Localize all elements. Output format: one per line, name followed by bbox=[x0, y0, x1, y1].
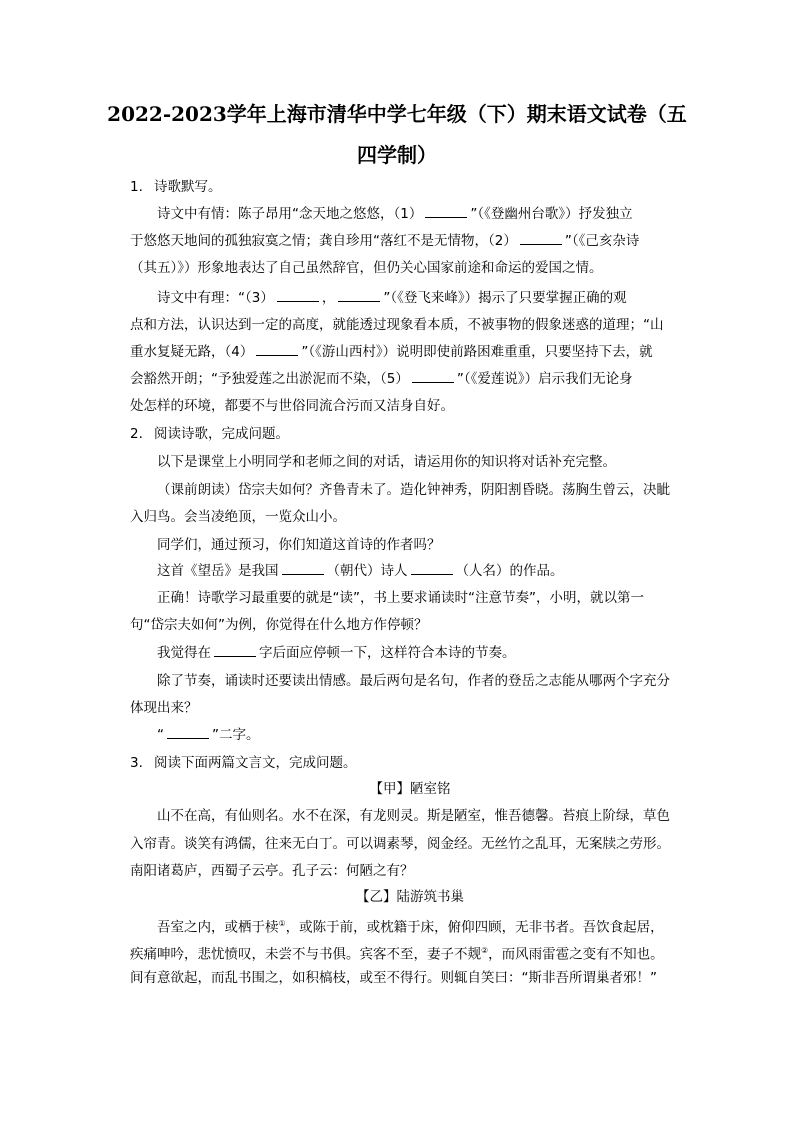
answer-blank-4[interactable] bbox=[256, 340, 298, 356]
q1-text: 于悠悠天地间的孤独寂寞之情；龚自珍用“落红不是无情物，（2） bbox=[130, 233, 517, 249]
answer-blank-5[interactable] bbox=[412, 367, 454, 383]
answer-blank-dynasty[interactable] bbox=[282, 559, 324, 575]
q1-line-5: 点和方法，认识达到一定的高度，就能透过现象看本质，不被事物的假象迷惑的道理；“山 bbox=[130, 317, 664, 333]
footnote-marker-1: ① bbox=[278, 919, 286, 928]
q1-text: ”（《游山西村》）说明即使前路困难重重，只要坚持下去，就 bbox=[301, 344, 653, 360]
q2-answer-1 bbox=[157, 558, 690, 584]
passage-yi-line-1 bbox=[157, 911, 690, 937]
passage-jia-line-1: 山不在高，有仙则名。水不在深，有龙则灵。斯是陋室，惟吾德馨。苔痕上阶绿，草色 bbox=[157, 808, 670, 824]
q2-teacher-ask-2b: 句“岱宗夫如何”为例，你觉得在什么地方作停顿？ bbox=[130, 617, 428, 633]
answer-blank-poet[interactable] bbox=[411, 559, 453, 575]
q2-intro: 以下是课堂上小明同学和老师之间的对话，请运用你的知识将对话补充完整。 bbox=[157, 454, 616, 470]
answer-blank-2[interactable] bbox=[520, 229, 562, 245]
exam-title-line-1: 2022-2023学年上海市清华中学七年级（下）期末语文试卷（五 bbox=[107, 102, 687, 126]
question-1-label: 诗歌默写。 bbox=[154, 179, 222, 195]
q1-line-6 bbox=[130, 339, 690, 365]
answer-blank-pause[interactable] bbox=[214, 641, 256, 657]
passage-yi-line-3: 间有意欲起，而乱书围之，如积槁枝，或至不得行。则辄自笑曰：“斯非吾所谓巢者邪！” bbox=[130, 970, 657, 986]
passage-text: 疾痛呻吟，悲忧愤叹，未尝不与书俱。宾客不至，妻子不觌 bbox=[130, 946, 481, 963]
answer-blank-chars[interactable] bbox=[167, 723, 209, 739]
q1-line-7 bbox=[130, 366, 690, 392]
question-2-number: 2. bbox=[130, 426, 143, 442]
q2-answer-3 bbox=[157, 722, 690, 748]
q2-teacher-ask-1: 同学们，通过预习，你们知道这首诗的作者吗？ bbox=[157, 537, 441, 553]
passage-text: ，而风雨雷雹之变有不知也。 bbox=[488, 946, 664, 963]
passage-yi-title: 【乙】陆游筑书巢 bbox=[356, 889, 464, 905]
question-3-number: 3. bbox=[130, 755, 143, 771]
question-1-heading bbox=[130, 174, 690, 200]
passage-text: ，或陈于前，或枕籍于床，俯仰四顾，无非书者。吾饮食起居， bbox=[285, 919, 664, 936]
q2-poem-line-2: 入归鸟。会当凌绝顶，一览众山小。 bbox=[130, 509, 346, 525]
q1-text: 重水复疑无路，（4） bbox=[130, 344, 254, 360]
question-2-heading bbox=[130, 421, 690, 447]
q1-text: ”（《己亥杂诗 bbox=[564, 233, 640, 249]
passage-yi-line-2 bbox=[130, 938, 690, 964]
answer-blank-3b[interactable] bbox=[338, 286, 380, 302]
passage-jia-line-3: 南阳诸葛庐，西蜀子云亭。孔子云：何陋之有？ bbox=[130, 863, 414, 879]
q2-text: 我觉得在 bbox=[157, 645, 211, 661]
q1-line-8: 处怎样的环境，都要不与世俗同流合污而又洁身自好。 bbox=[130, 398, 454, 414]
exam-title-line-2: 四学制） bbox=[357, 143, 437, 167]
q2-text: “ bbox=[157, 727, 164, 743]
q1-text: ， bbox=[321, 290, 336, 306]
q2-answer-2 bbox=[157, 640, 690, 666]
q1-text: 会豁然开朗；“予独爱莲之出淤泥而不染，（5） bbox=[130, 371, 409, 387]
q2-text: 这首《望岳》是我国 bbox=[157, 563, 279, 579]
q1-text: 诗文中有理：“（3） bbox=[157, 290, 274, 306]
q1-line-1 bbox=[157, 201, 690, 227]
q1-line-4 bbox=[157, 285, 690, 311]
question-2-label: 阅读诗歌，完成问题。 bbox=[154, 426, 289, 442]
passage-jia-line-2: 入帘青。谈笑有鸿儒，往来无白丁。可以调素琴，阅金经。无丝竹之乱耳，无案牍之劳形。 bbox=[130, 836, 670, 852]
passage-jia-title: 【甲】陋室铭 bbox=[369, 781, 451, 797]
q2-teacher-ask-3b: 体现出来？ bbox=[130, 700, 198, 716]
q1-line-3: （其五）》）形象地表达了自己虽然辞官，但仍关心国家前途和命运的爱国之情。 bbox=[130, 260, 603, 276]
question-1-number: 1. bbox=[130, 179, 143, 195]
q2-text: ”二字。 bbox=[212, 727, 260, 743]
q1-line-2 bbox=[130, 228, 690, 254]
q2-poem-line-1: （课前朗读）岱宗夫如何？齐鲁青未了。造化钟神秀，阴阳割昏晓。荡胸生曾云，决眦 bbox=[157, 482, 670, 498]
answer-blank-3a[interactable] bbox=[277, 286, 319, 302]
answer-blank-1[interactable] bbox=[425, 202, 467, 218]
q1-text: ”（《登飞来峰》）揭示了只要掌握正确的观 bbox=[383, 290, 627, 306]
question-3-heading bbox=[130, 750, 690, 776]
q1-text: ”（《登幽州台歌》）抒发独立 bbox=[470, 206, 633, 222]
passage-text: 吾室之内，或栖于椟 bbox=[157, 919, 279, 936]
q2-teacher-ask-2a: 正确！诗歌学习最重要的就是“读”，书上要求诵读时“注意节奏”，小明，就以第一 bbox=[157, 590, 644, 606]
question-3-label: 阅读下面两篇文言文，完成问题。 bbox=[154, 755, 357, 771]
q2-text: 字后面应停顿一下，这样符合本诗的节奏。 bbox=[259, 645, 516, 661]
q2-text: （人名）的作品。 bbox=[455, 563, 564, 579]
q1-text: 诗文中有情：陈子昂用“念天地之悠悠，（1） bbox=[157, 206, 423, 222]
q2-teacher-ask-3a: 除了节奏，诵读时还要读出情感。最后两句是名句，作者的登岳之志能从哪两个字充分 bbox=[157, 673, 670, 689]
footnote-marker-2: ② bbox=[481, 946, 489, 955]
q2-text: （朝代）诗人 bbox=[326, 563, 408, 579]
q1-text: ”（《爱莲说》）启示我们无论身 bbox=[456, 371, 633, 387]
